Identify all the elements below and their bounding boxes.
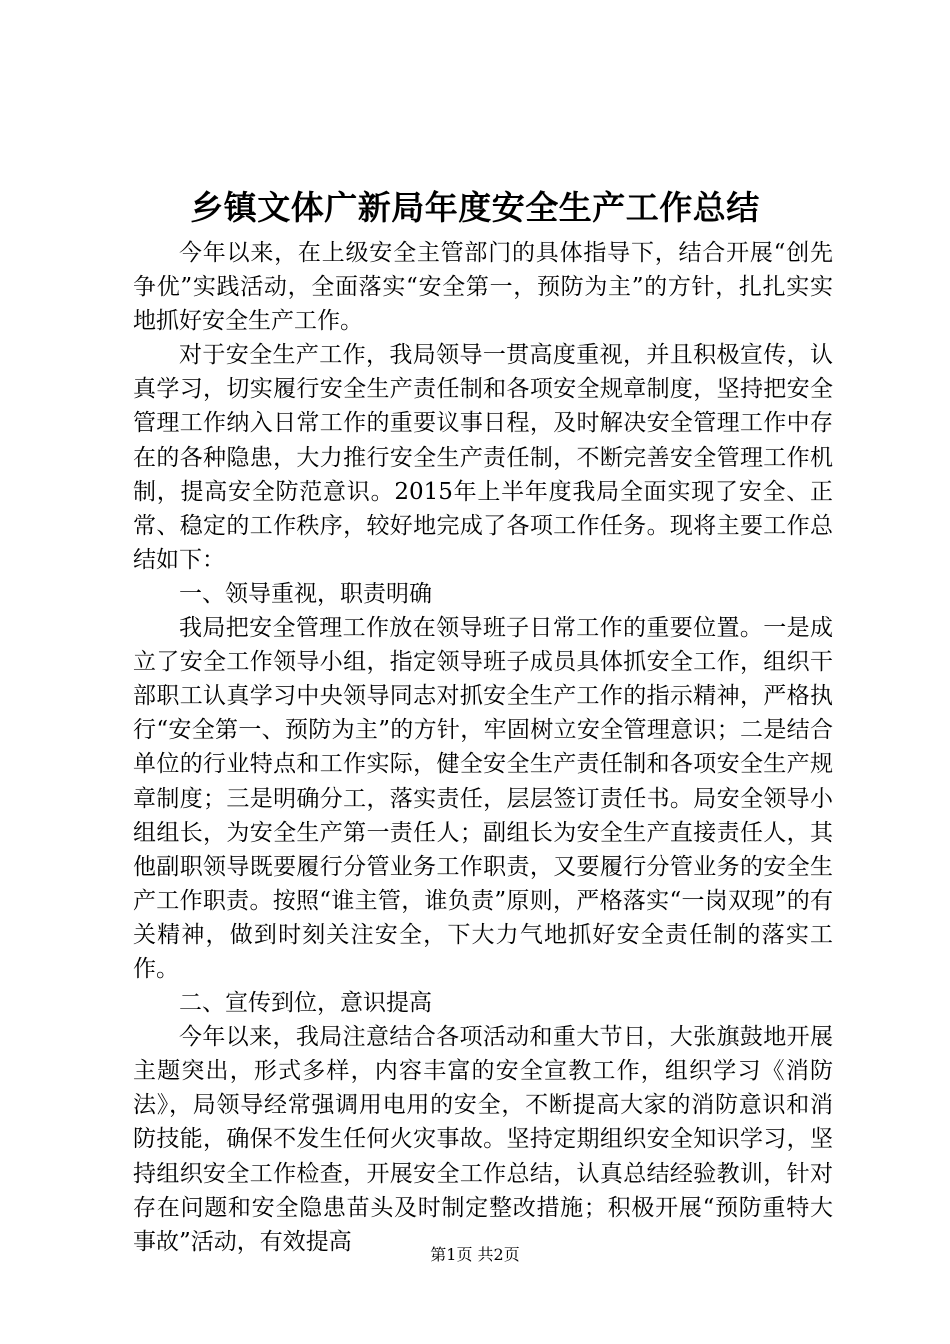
section-heading-2: 二、宣传到位，意识提高: [179, 990, 432, 1017]
document-title: 乡镇文体广新局年度安全生产工作总结: [190, 188, 760, 227]
paragraph-intro: 今年以来，在上级安全主管部门的具体指导下，结合开展“创先争优”实践活动，全面落实“安全第一，预防为主”的方针，扎扎实实地抓好安全生产工作。: [133, 240, 833, 335]
section-heading-1: 一、领导重视，职责明确: [179, 580, 432, 607]
page-footer: 第1页 共2页: [430, 1245, 520, 1264]
document-body: [133, 236, 833, 1259]
paragraph-section-1: 我局把安全管理工作放在领导班子日常工作的重要位置。一是成立了安全工作领导小组，指定领导班子成员具体抓安全工作，组织干部职工认真学习中央领导同志对抓安全生产工作的指示精神，严格执行“安全第一、预防为主”的方针，牢固树立安全管理意识；二是结合单位的行业特点和工作实际，健全安全生产责任制和各项安全生产规章制度；三是明确分工，落实责任，层层签订责任书。局安全领导小组组长，为安全生产第一责任人；副组长为安全生产直接责任人，其他副职领导既要履行分管业务工作职责，又要履行分管业务的安全生产工作职责。按照“谁主管，谁负责”原则，严格落实“一岗双现”的有关精神，做到时刻关注安全，下大力气地抓好安全责任制的落实工作。: [133, 615, 833, 982]
paragraph-overview: 对于安全生产工作，我局领导一贯高度重视，并且积极宣传，认真学习，切实履行安全生产责任制和各项安全规章制度，坚持把安全管理工作纳入日常工作的重要议事日程，及时解决安全管理工作中存在的各种隐患，大力推行安全生产责任制，不断完善安全管理工作机制，提高安全防范意识。2015年上半年度我局全面实现了安全、正常、稳定的工作秩序，较好地完成了各项工作任务。现将主要工作总结如下：: [133, 342, 833, 573]
paragraph-section-2: 今年以来，我局注意结合各项活动和重大节日，大张旗鼓地开展主题突出，形式多样，内容丰富的安全宣教工作，组织学习《消防法》，局领导经常强调用电用的安全，不断提高大家的消防意识和消防技能，确保不发生任何火灾事故。坚持定期组织安全知识学习，坚持组织安全工作检查，开展安全工作总结，认真总结经验教训，针对存在问题和安全隐患苗头及时制定整改措施；积极开展“预防重特大事故”活动，有效提高: [133, 1024, 833, 1255]
